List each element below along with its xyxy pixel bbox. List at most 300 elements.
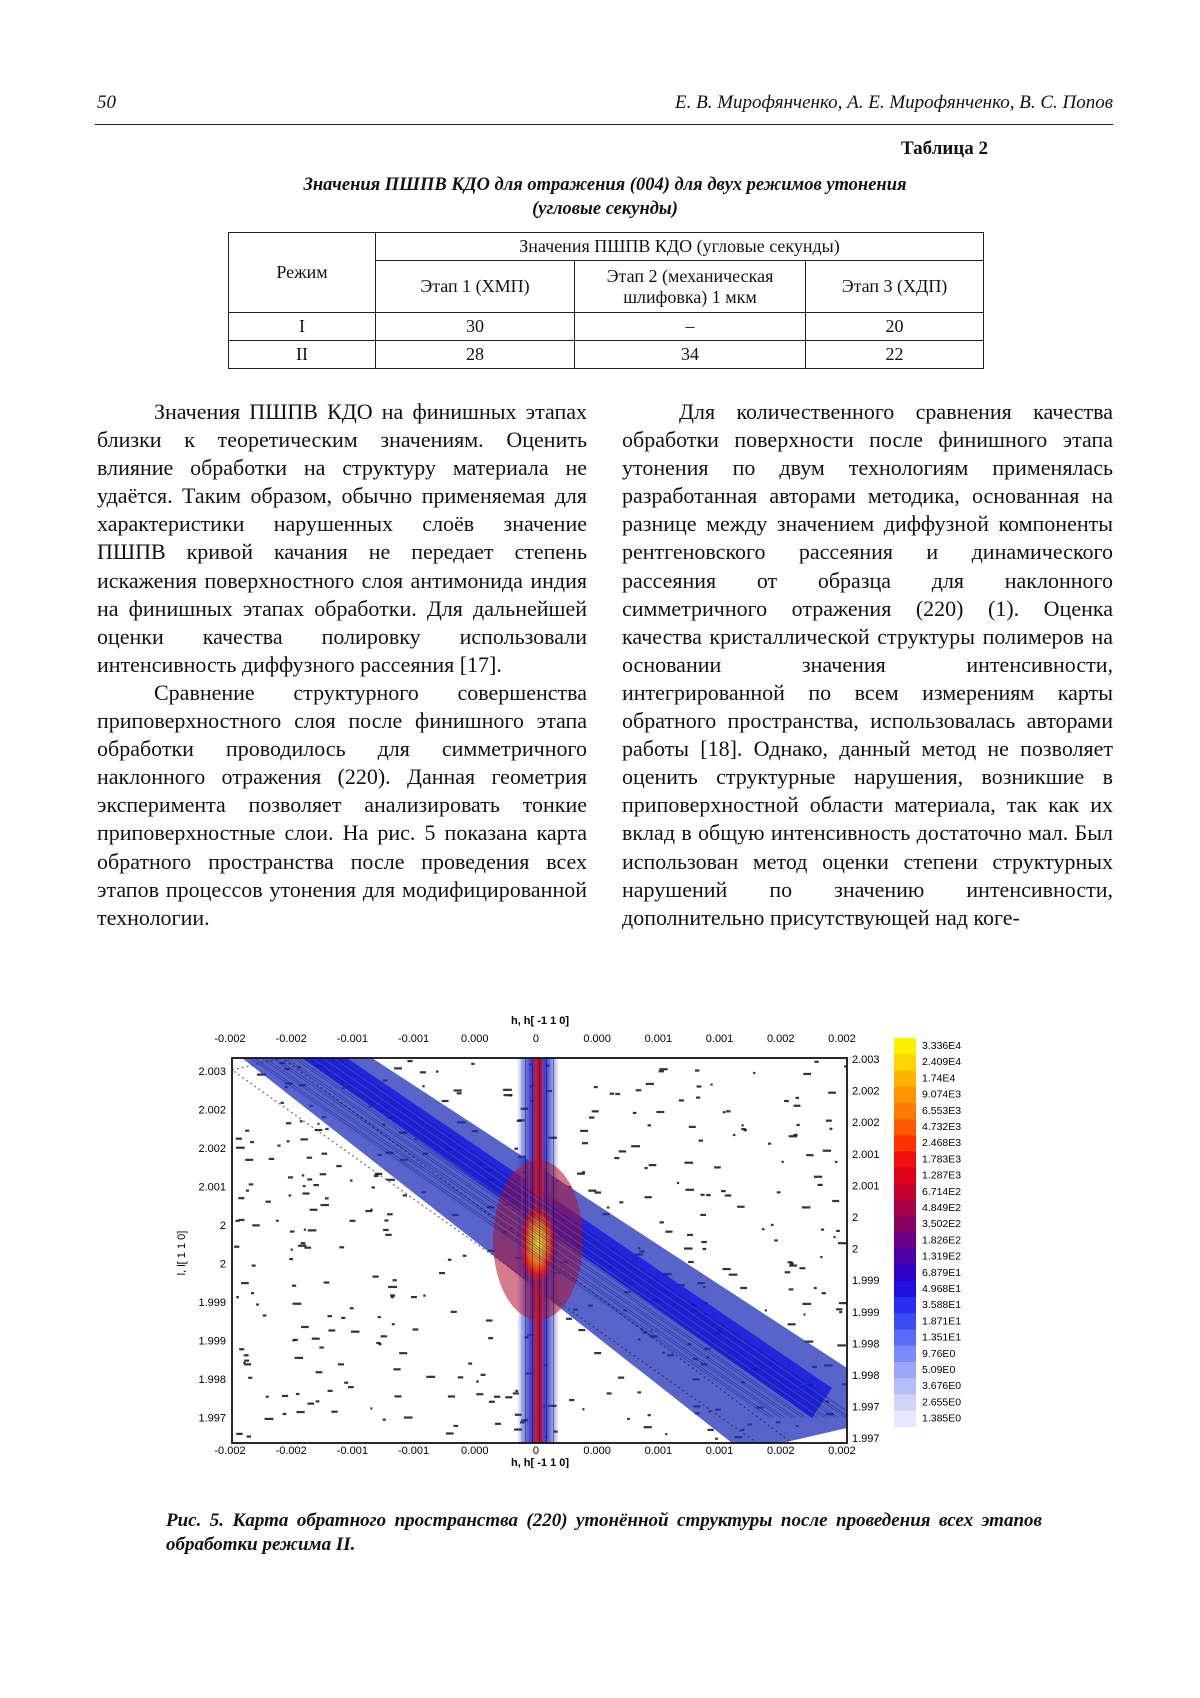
noise-speck bbox=[292, 1285, 296, 1287]
noise-speck bbox=[239, 1348, 244, 1350]
colorbar-swatch bbox=[894, 1378, 916, 1395]
noise-speck bbox=[818, 1184, 823, 1186]
noise-speck bbox=[446, 1432, 454, 1434]
colorbar-label: 1.783E3 bbox=[922, 1153, 962, 1166]
noise-speck bbox=[706, 1194, 710, 1196]
noise-speck bbox=[797, 1124, 800, 1126]
noise-speck bbox=[725, 1194, 731, 1196]
head-stage2-line2: шлифовка) 1 мкм bbox=[623, 286, 757, 307]
noise-speck bbox=[436, 1070, 438, 1072]
y-tick-label: 2.001 bbox=[198, 1181, 226, 1194]
noise-speck bbox=[594, 1086, 598, 1088]
noise-speck bbox=[317, 1123, 319, 1125]
noise-speck bbox=[814, 1287, 817, 1289]
noise-speck bbox=[236, 1147, 245, 1149]
x-tick-label: 0 bbox=[532, 1445, 540, 1457]
colorbar-swatch bbox=[894, 1184, 916, 1201]
noise-speck bbox=[392, 1323, 395, 1325]
noise-speck bbox=[287, 1140, 290, 1142]
noise-speck bbox=[304, 1247, 311, 1249]
noise-speck bbox=[269, 1158, 274, 1160]
noise-speck bbox=[307, 1403, 314, 1405]
top-axis-title: h, h[ -1 1 0] bbox=[510, 1015, 570, 1027]
noise-speck bbox=[238, 1197, 244, 1199]
noise-speck bbox=[684, 1247, 693, 1249]
noise-speck bbox=[823, 1150, 831, 1152]
noise-speck bbox=[703, 1248, 707, 1250]
noise-speck bbox=[293, 1303, 302, 1305]
noise-speck bbox=[835, 1161, 837, 1163]
noise-speck bbox=[619, 1201, 623, 1203]
colorbar-swatch bbox=[894, 1281, 916, 1298]
noise-speck bbox=[665, 1433, 667, 1435]
noise-speck bbox=[296, 1393, 300, 1395]
noise-speck bbox=[839, 1302, 847, 1304]
bottom-axis-title: h, h[ -1 1 0] bbox=[510, 1457, 570, 1468]
x-tick-label: -0.001 bbox=[397, 1445, 430, 1457]
colorbar-swatch bbox=[894, 1054, 916, 1071]
noise-speck bbox=[701, 1241, 707, 1243]
noise-speck bbox=[338, 1363, 344, 1365]
colorbar-swatch bbox=[894, 1087, 916, 1104]
noise-speck bbox=[696, 1097, 700, 1099]
noise-speck bbox=[276, 1220, 279, 1222]
x-tick-label: 0.000 bbox=[583, 1033, 611, 1045]
x-tick-label: 0.000 bbox=[583, 1445, 611, 1457]
table-caption-line2: (угловые секунды) bbox=[532, 199, 678, 219]
table-caption bbox=[200, 173, 1010, 221]
y-tick-label: 2.001 bbox=[852, 1180, 880, 1193]
noise-speck bbox=[384, 1219, 388, 1221]
noise-speck bbox=[699, 1140, 703, 1142]
noise-speck bbox=[308, 1229, 317, 1231]
noise-speck bbox=[266, 1201, 271, 1203]
noise-speck bbox=[248, 1377, 252, 1379]
y-tick-label: 2.003 bbox=[852, 1054, 880, 1066]
colorbar-label: 1.826E2 bbox=[922, 1234, 962, 1247]
noise-speck bbox=[297, 1411, 305, 1413]
noise-speck bbox=[448, 1395, 455, 1397]
noise-speck bbox=[457, 1092, 462, 1094]
noise-speck bbox=[814, 1061, 818, 1063]
noise-speck bbox=[341, 1317, 345, 1319]
right-column bbox=[622, 398, 1113, 932]
left-tick-labels bbox=[198, 1066, 226, 1425]
noise-speck bbox=[785, 1271, 791, 1273]
noise-speck bbox=[403, 1194, 407, 1196]
noise-speck bbox=[833, 1236, 835, 1238]
colorbar-label: 1.319E2 bbox=[922, 1250, 962, 1263]
noise-speck bbox=[618, 1377, 624, 1379]
left-axis-title: l, l[ 1 1 0] bbox=[176, 1230, 188, 1276]
noise-speck bbox=[245, 1159, 253, 1161]
noise-speck bbox=[656, 1111, 664, 1113]
noise-speck bbox=[503, 1089, 512, 1091]
noise-speck bbox=[740, 1287, 747, 1289]
noise-speck bbox=[495, 1423, 501, 1425]
cell-stage1: 30 bbox=[376, 313, 575, 341]
noise-speck bbox=[645, 1196, 652, 1198]
noise-speck bbox=[344, 1382, 348, 1384]
noise-speck bbox=[700, 1214, 706, 1216]
colorbar-label: 3.502E2 bbox=[922, 1218, 962, 1231]
head-stage2 bbox=[575, 261, 806, 313]
noise-speck bbox=[252, 1265, 256, 1267]
noise-speck bbox=[300, 1120, 303, 1122]
colorbar-label: 1.385E0 bbox=[922, 1412, 962, 1425]
y-tick-label: 2.002 bbox=[852, 1085, 880, 1098]
x-tick-label: 0.000 bbox=[461, 1033, 489, 1045]
noise-speck bbox=[294, 1339, 298, 1341]
noise-speck bbox=[277, 1145, 280, 1147]
noise-speck bbox=[839, 1311, 842, 1313]
colorbar-swatch bbox=[894, 1038, 916, 1055]
noise-speck bbox=[489, 1401, 495, 1403]
noise-speck bbox=[814, 1176, 822, 1178]
noise-speck bbox=[701, 1194, 705, 1196]
noise-speck bbox=[677, 1182, 679, 1184]
noise-speck bbox=[828, 1092, 836, 1094]
fwhm-table bbox=[228, 232, 984, 369]
noise-speck bbox=[648, 1414, 651, 1416]
colorbar-swatch bbox=[894, 1362, 916, 1379]
noise-speck bbox=[836, 1230, 840, 1232]
page-number: 50 bbox=[97, 92, 116, 113]
noise-speck bbox=[375, 1173, 383, 1175]
noise-speck bbox=[829, 1128, 832, 1130]
head-group: Значения ПШПВ КДО (угловые секунды) bbox=[376, 233, 984, 261]
noise-speck bbox=[802, 1303, 811, 1305]
running-header bbox=[95, 90, 1113, 125]
noise-speck bbox=[236, 1433, 242, 1435]
noise-speck bbox=[302, 1192, 309, 1194]
noise-speck bbox=[320, 1204, 328, 1206]
x-tick-label: -0.002 bbox=[275, 1445, 307, 1457]
noise-speck bbox=[721, 1190, 726, 1192]
head-stage2-line1: Этап 2 (механическая bbox=[606, 265, 774, 286]
noise-speck bbox=[244, 1360, 249, 1362]
noise-speck bbox=[580, 1130, 588, 1132]
noise-speck bbox=[471, 1063, 474, 1065]
paragraph: Сравнение структурного совершенства приповерхностного слоя после финишного этапа обработки проводилось для симметричного наклонного отражения (220). Данная геометрия эксперимента позволяет анализировать тонкие приповерхностные слои. На рис. 5 показана карта обратного пространства после проведения всех этапов процессов утонения для модифицированной технологии. bbox=[97, 679, 587, 930]
noise-speck bbox=[614, 1157, 619, 1159]
head-stage3: Этап 3 (ХДП) bbox=[806, 261, 984, 313]
noise-speck bbox=[697, 1085, 702, 1087]
x-tick-label: -0.001 bbox=[397, 1033, 430, 1045]
noise-speck bbox=[689, 1126, 696, 1128]
x-tick-label: -0.001 bbox=[336, 1033, 368, 1045]
noise-speck bbox=[300, 1138, 307, 1140]
y-tick-label: 1.999 bbox=[852, 1306, 880, 1319]
noise-speck bbox=[439, 1272, 445, 1274]
x-tick-label: 0.001 bbox=[644, 1033, 673, 1045]
y-tick-label: 1.998 bbox=[852, 1338, 880, 1351]
head-stage1: Этап 1 (ХМП) bbox=[376, 261, 575, 313]
noise-speck bbox=[648, 1124, 651, 1126]
noise-speck bbox=[844, 1065, 846, 1067]
noise-speck bbox=[442, 1100, 449, 1102]
noise-speck bbox=[281, 1102, 284, 1104]
y-tick-label: 1.998 bbox=[198, 1374, 226, 1386]
x-tick-label: 0.002 bbox=[828, 1445, 856, 1457]
colorbar-swatch bbox=[894, 1330, 916, 1347]
noise-speck bbox=[476, 1393, 483, 1395]
noise-speck bbox=[423, 1295, 425, 1297]
colorbar-swatch bbox=[894, 1168, 916, 1185]
noise-speck bbox=[619, 1150, 626, 1152]
noise-speck bbox=[394, 1395, 401, 1397]
noise-speck bbox=[288, 1176, 293, 1178]
noise-speck bbox=[610, 1093, 614, 1095]
noise-speck bbox=[838, 1242, 847, 1244]
noise-speck bbox=[420, 1071, 426, 1073]
colorbar-swatch bbox=[894, 1265, 916, 1282]
noise-speck bbox=[486, 1319, 493, 1321]
y-tick-label: 1.999 bbox=[852, 1275, 880, 1288]
left-column bbox=[97, 398, 587, 932]
noise-speck bbox=[753, 1072, 755, 1074]
colorbar-label: 4.968E1 bbox=[922, 1283, 962, 1295]
noise-speck bbox=[615, 1093, 620, 1095]
noise-speck bbox=[633, 1112, 637, 1114]
noise-speck bbox=[328, 1315, 332, 1317]
colorbar-swatch bbox=[894, 1346, 916, 1363]
noise-speck bbox=[762, 1228, 765, 1230]
noise-speck bbox=[774, 1239, 778, 1241]
noise-speck bbox=[637, 1391, 641, 1393]
noise-speck bbox=[407, 1060, 412, 1062]
x-tick-label: 0.002 bbox=[766, 1033, 795, 1045]
noise-speck bbox=[463, 1255, 467, 1257]
y-tick-label: 1.997 bbox=[198, 1412, 226, 1425]
noise-speck bbox=[324, 1281, 330, 1283]
noise-speck bbox=[821, 1228, 824, 1230]
colorbar-swatch bbox=[894, 1216, 916, 1233]
x-tick-label: 0.002 bbox=[766, 1445, 795, 1457]
noise-speck bbox=[319, 1346, 323, 1348]
noise-speck bbox=[310, 1209, 318, 1211]
colorbar-label: 4.732E3 bbox=[922, 1121, 962, 1133]
noise-speck bbox=[244, 1354, 249, 1356]
colorbar-label: 1.287E3 bbox=[922, 1169, 962, 1182]
noise-speck bbox=[582, 1171, 585, 1173]
colorbar-label: 1.74E4 bbox=[922, 1072, 956, 1085]
noise-speck bbox=[244, 1363, 251, 1365]
noise-speck bbox=[505, 1396, 512, 1398]
noise-speck bbox=[286, 1122, 291, 1124]
noise-speck bbox=[303, 1185, 306, 1187]
noise-speck bbox=[313, 1184, 319, 1186]
noise-speck bbox=[836, 1308, 842, 1310]
noise-speck bbox=[373, 1275, 379, 1277]
x-tick-label: 0.000 bbox=[461, 1445, 489, 1457]
noise-speck bbox=[399, 1352, 407, 1354]
noise-speck bbox=[771, 1224, 773, 1226]
colorbar-label: 6.714E2 bbox=[922, 1185, 962, 1198]
noise-speck bbox=[793, 1105, 800, 1107]
x-tick-label: 0.001 bbox=[644, 1445, 673, 1457]
noise-speck bbox=[290, 1230, 295, 1232]
figure-caption: Рис. 5. Карта обратного пространства (220) утонённой структуры после проведения всех этапов обработки режима II. bbox=[166, 1510, 1042, 1555]
noise-speck bbox=[370, 1407, 372, 1409]
x-tick-label: 0.001 bbox=[705, 1033, 734, 1045]
colorbar-label: 4.849E2 bbox=[922, 1202, 962, 1214]
noise-speck bbox=[372, 1186, 375, 1188]
table-row bbox=[229, 341, 984, 369]
x-tick-label: -0.001 bbox=[336, 1445, 368, 1457]
noise-speck bbox=[723, 1111, 726, 1113]
noise-speck bbox=[381, 1335, 387, 1337]
noise-speck bbox=[256, 1303, 259, 1305]
colorbar-label: 2.409E4 bbox=[922, 1056, 962, 1069]
y-tick-label: 1.998 bbox=[852, 1370, 880, 1382]
noise-speck bbox=[659, 1068, 667, 1070]
noise-speck bbox=[378, 1316, 381, 1318]
y-tick-label: 1.999 bbox=[198, 1297, 226, 1309]
noise-speck bbox=[393, 1279, 397, 1281]
noise-speck bbox=[312, 1338, 320, 1340]
colorbar-label: 3.336E4 bbox=[922, 1040, 962, 1052]
colorbar-swatch bbox=[894, 1151, 916, 1168]
y-tick-label: 2.003 bbox=[198, 1066, 226, 1078]
colorbar-swatch bbox=[894, 1119, 916, 1136]
noise-speck bbox=[458, 1376, 464, 1378]
noise-speck bbox=[246, 1190, 249, 1192]
noise-speck bbox=[594, 1352, 601, 1354]
colorbar-label: 5.09E0 bbox=[922, 1364, 956, 1376]
x-tick-label: -0.002 bbox=[214, 1445, 246, 1457]
noise-speck bbox=[448, 1259, 452, 1261]
noise-speck bbox=[383, 1419, 386, 1421]
colorbar-label: 6.879E1 bbox=[922, 1266, 962, 1279]
y-tick-label: 2 bbox=[852, 1243, 859, 1256]
noise-speck bbox=[607, 1392, 612, 1394]
head-mode: Режим bbox=[229, 233, 376, 313]
noise-speck bbox=[234, 1246, 239, 1248]
noise-speck bbox=[707, 1429, 713, 1431]
noise-speck bbox=[659, 1221, 663, 1223]
noise-speck bbox=[832, 1200, 839, 1202]
noise-speck bbox=[679, 1099, 684, 1101]
colorbar-label: 2.655E0 bbox=[922, 1396, 962, 1409]
noise-speck bbox=[645, 1167, 648, 1169]
noise-speck bbox=[250, 1141, 254, 1143]
colorbar-label: 1.351E1 bbox=[922, 1331, 962, 1344]
table-label: Таблица 2 bbox=[900, 138, 988, 159]
cell-stage2: 34 bbox=[575, 341, 806, 369]
cell-stage1: 28 bbox=[376, 341, 575, 369]
noise-speck bbox=[768, 1143, 771, 1145]
noise-speck bbox=[413, 1328, 419, 1330]
colorbar-swatch bbox=[894, 1411, 916, 1428]
noise-speck bbox=[494, 1396, 500, 1398]
colorbar bbox=[894, 1038, 961, 1427]
noise-speck bbox=[644, 1426, 652, 1428]
noise-speck bbox=[316, 1400, 320, 1402]
noise-speck bbox=[806, 1154, 813, 1156]
noise-speck bbox=[247, 1435, 251, 1437]
noise-speck bbox=[289, 1194, 292, 1196]
noise-speck bbox=[265, 1418, 274, 1420]
paragraph: Для количественного сравнения качества обработки поверхности после финишного этапа утонения по двум технологиям применялась разработанная авторами методика, основанная на разнице между значением диффузной компоненты рентгеновского рассеяния и динамического рассеяния от образца для наклонного симметричного отражения (220) (1). Оценка качества кристаллической структуры полимеров на основании значения интенсивности, интегрированной по всем измерениям карты обратного пространства, использовалась авторами работы [18]. Однако, данный метод не позволяет оценить структурные нарушения, возникшие в приповерхностной области материала, так как их вклад в общую интенсивность достаточно мал. Был использован метод оценки степени структурных нарушений по значению интенсивности, дополнительно присутствующей над коге- bbox=[622, 399, 1113, 930]
noise-speck bbox=[837, 1344, 845, 1346]
noise-speck bbox=[391, 1296, 394, 1298]
colorbar-label: 3.588E1 bbox=[922, 1299, 962, 1312]
noise-speck bbox=[307, 1157, 312, 1159]
noise-speck bbox=[803, 1313, 805, 1315]
noise-speck bbox=[236, 1296, 239, 1298]
y-tick-label: 2.001 bbox=[852, 1148, 880, 1161]
noise-speck bbox=[802, 1206, 811, 1208]
table-row bbox=[229, 313, 984, 341]
noise-speck bbox=[235, 1220, 239, 1222]
noise-speck bbox=[454, 1089, 462, 1091]
noise-speck bbox=[289, 1258, 293, 1260]
noise-speck bbox=[729, 1274, 738, 1276]
noise-speck bbox=[388, 1286, 397, 1288]
noise-speck bbox=[307, 1178, 312, 1180]
noise-speck bbox=[685, 1189, 694, 1191]
noise-speck bbox=[741, 1124, 743, 1126]
noise-speck bbox=[646, 1083, 654, 1085]
noise-speck bbox=[799, 1267, 805, 1269]
noise-speck bbox=[765, 1309, 767, 1311]
noise-speck bbox=[325, 1128, 328, 1130]
right-tick-labels bbox=[852, 1054, 880, 1445]
colorbar-swatch bbox=[894, 1200, 916, 1217]
cell-stage3: 22 bbox=[806, 341, 984, 369]
noise-speck bbox=[784, 1100, 789, 1102]
colorbar-label: 6.553E3 bbox=[922, 1104, 962, 1117]
x-tick-label: -0.002 bbox=[214, 1033, 246, 1045]
noise-speck bbox=[684, 1162, 693, 1164]
y-tick-label: 1.997 bbox=[852, 1401, 880, 1414]
noise-speck bbox=[715, 1438, 718, 1440]
noise-speck bbox=[249, 1183, 254, 1185]
noise-speck bbox=[350, 1220, 356, 1222]
reciprocal-space-map bbox=[172, 1008, 1065, 1468]
noise-speck bbox=[404, 1416, 413, 1418]
noise-speck bbox=[328, 1390, 333, 1392]
noise-speck bbox=[376, 1342, 380, 1344]
noise-speck bbox=[726, 1110, 730, 1112]
noise-speck bbox=[422, 1085, 424, 1087]
y-tick-label: 2.002 bbox=[852, 1117, 880, 1130]
noise-speck bbox=[737, 1206, 745, 1208]
noise-speck bbox=[723, 1268, 731, 1270]
noise-speck bbox=[714, 1166, 721, 1168]
cell-stage2: – bbox=[575, 313, 806, 341]
noise-speck bbox=[350, 1307, 354, 1309]
noise-speck bbox=[578, 1329, 585, 1331]
noise-speck bbox=[476, 1380, 479, 1382]
noise-speck bbox=[304, 1229, 306, 1231]
noise-speck bbox=[631, 1145, 640, 1147]
noise-speck bbox=[794, 1134, 798, 1136]
colorbar-swatch bbox=[894, 1232, 916, 1249]
noise-speck bbox=[301, 1242, 306, 1244]
x-tick-label: 0.001 bbox=[705, 1445, 734, 1457]
paragraph: Значения ПШПВ КДО на финишных этапах близки к теоретическим значениям. Оценить влияние обработки на структуру материала не удаётся. Таким образом, обычно применяемая для характеристики нарушенных слоёв значение ПШПВ кривой качания не передает степень искажения поверхностного слоя антимонида индия на финишных этапах обработки. Для дальнейшей оценки качества полировку использовали интенсивность диффузного рассеяния [17]. bbox=[97, 399, 587, 677]
noise-speck bbox=[688, 1261, 694, 1263]
noise-speck bbox=[385, 1234, 391, 1236]
y-tick-label: 1.999 bbox=[198, 1335, 226, 1348]
noise-speck bbox=[782, 1161, 784, 1163]
noise-speck bbox=[266, 1396, 269, 1398]
colorbar-swatch bbox=[894, 1394, 916, 1411]
noise-speck bbox=[387, 1179, 395, 1181]
noise-speck bbox=[295, 1357, 303, 1359]
